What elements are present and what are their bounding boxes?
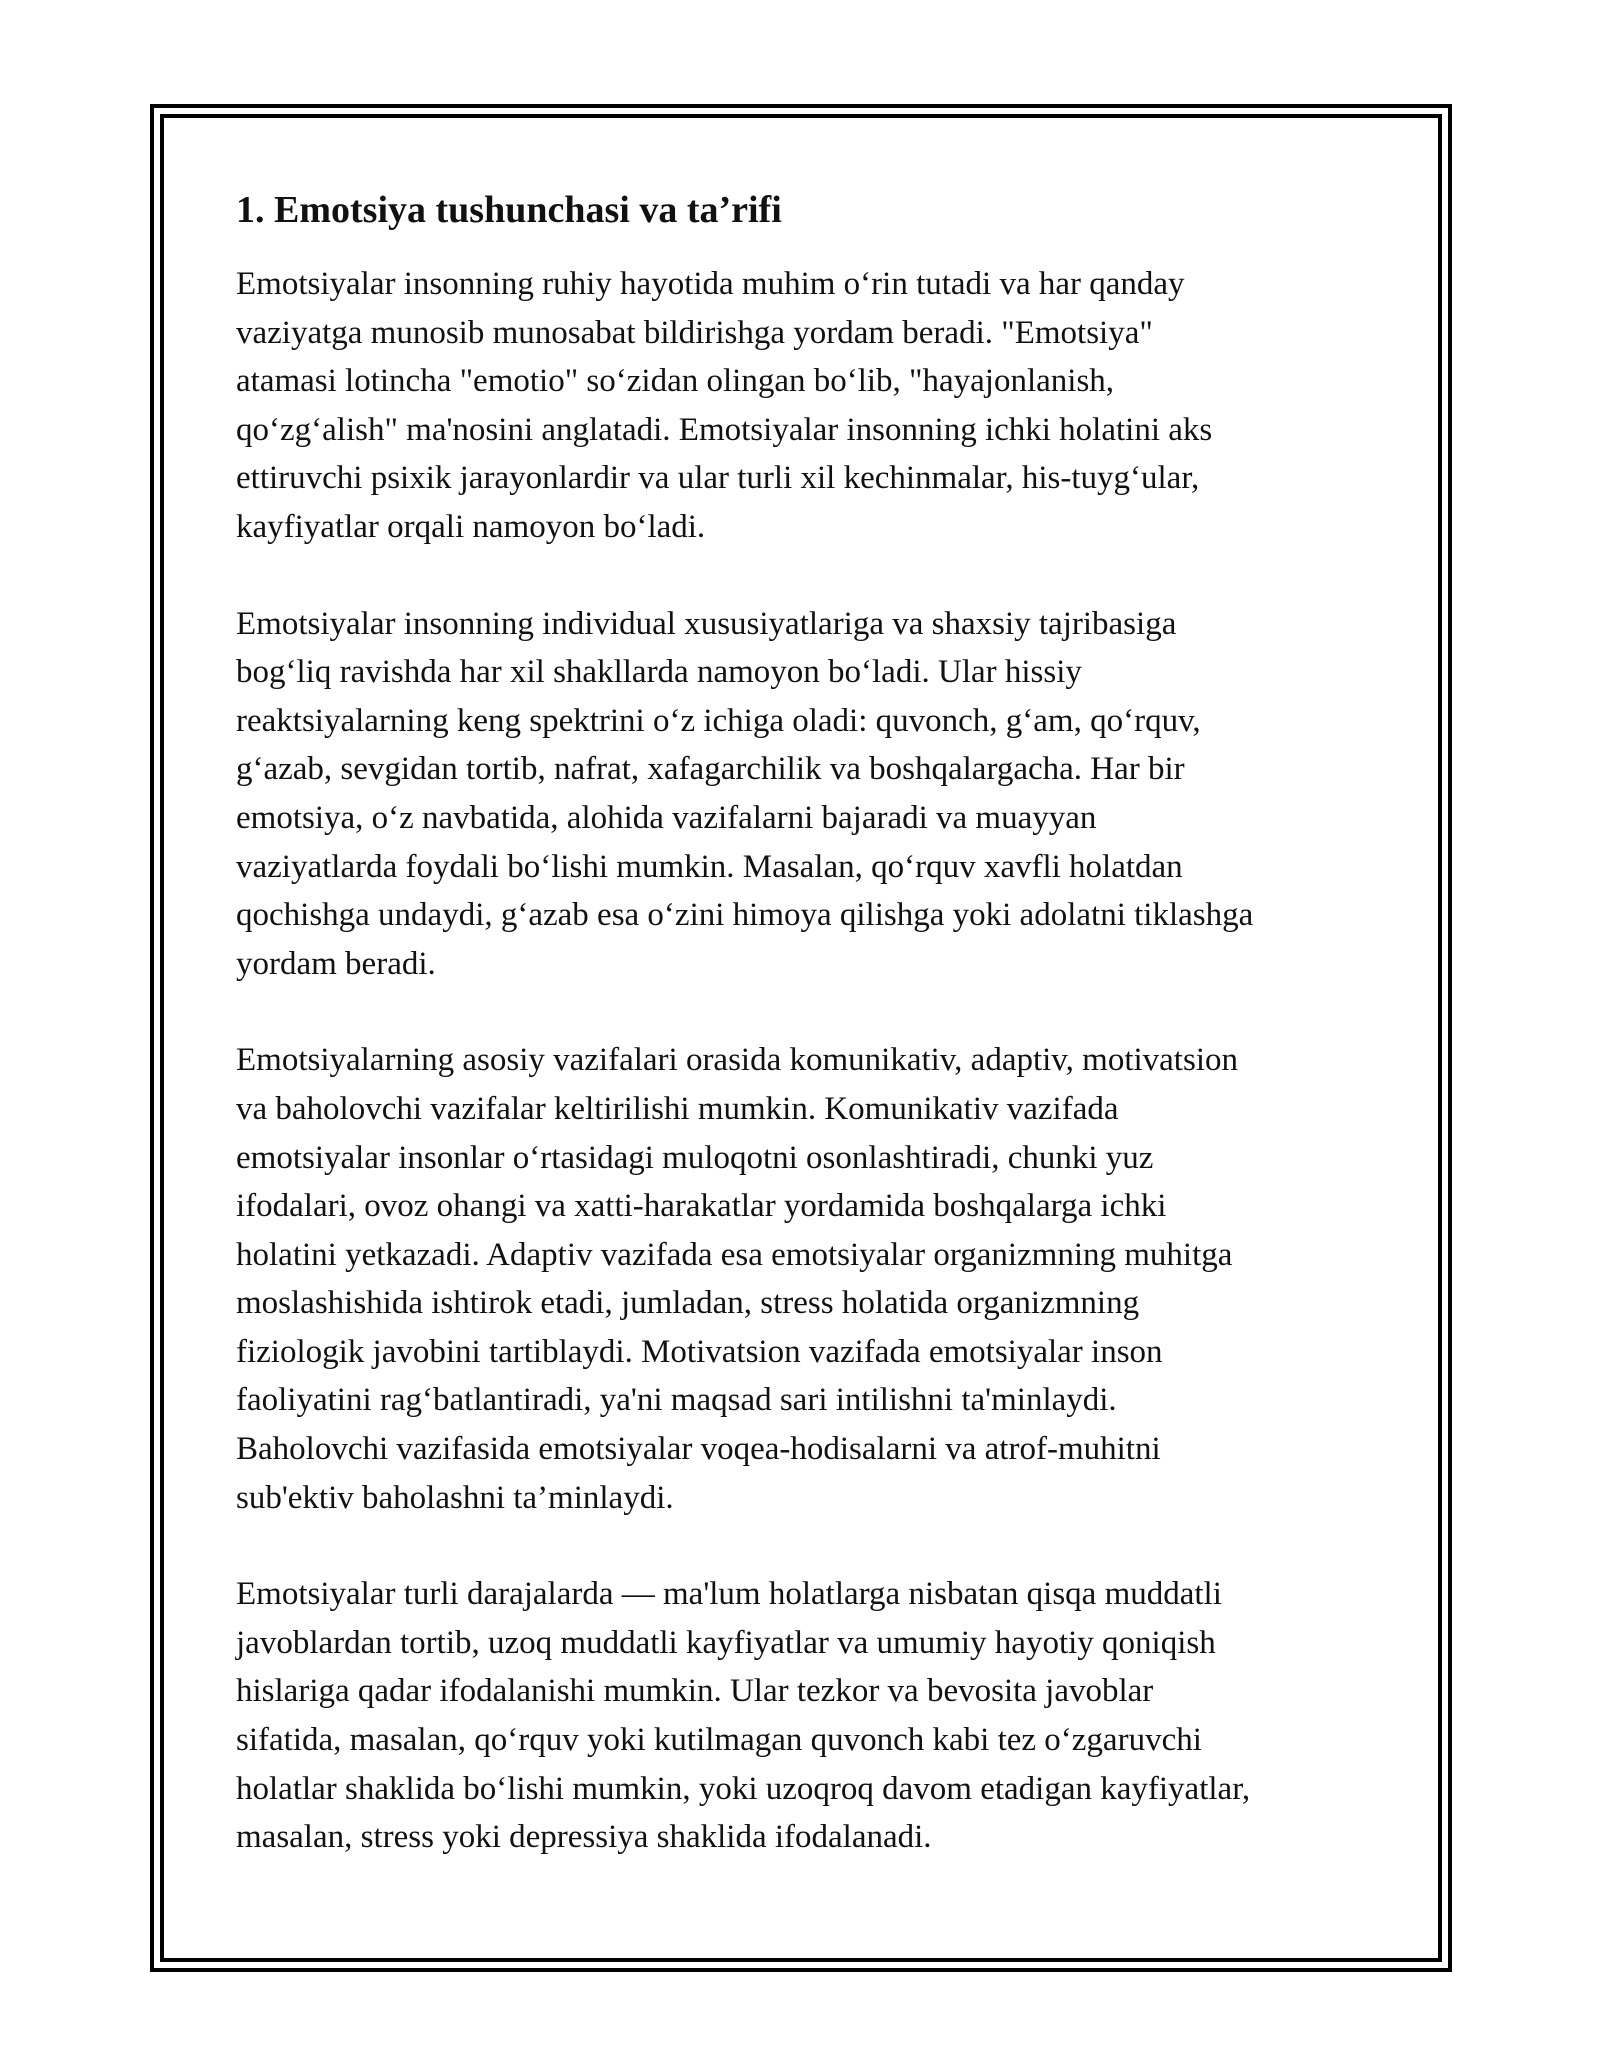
document-body (236, 186, 1386, 1910)
paragraph-1: Emotsiyalar insonning ruhiy hayotida muhim o‘rin tutadi va har qanday vaziyatga munosib munosabat bildirishga yordam beradi. "Emotsiya" atamasi lotincha "emotio" so‘zidan olingan bo‘lib, "hayajonlanish, qo‘zg‘alish" ma'nosini anglatadi. Emotsiyalar insonning ichki holatini aks ettiruvchi psixik jarayonlardir va ular turli xil kechinmalar, his-tuyg‘ular, kayfiyatlar orqali namoyon bo‘ladi. (236, 266, 1213, 545)
paragraph-2: Emotsiyalar insonning individual xususiyatlariga va shaxsiy tajribasiga bog‘liq ravishda har xil shakllarda namoyon bo‘ladi. Ular hissiy reaktsiyalarning keng spektrini o‘z ichiga oladi: quvonch, g‘am, qo‘rquv, g‘azab, sevgidan tortib, nafrat, xafagarchilik va boshqalargacha. Har bir emotsiya, o‘z navbatida, alohida vazifalarni bajaradi va muayyan vaziyatlarda foydali bo‘lishi mumkin. Masalan, qo‘rquv xavfli holatdan qochishga undaydi, g‘azab esa o‘zini himoya qilishga yoki adolatni tiklashga yordam beradi. (236, 605, 1254, 982)
paragraph-4: Emotsiyalar turli darajalarda — ma'lum holatlarga nisbatan qisqa muddatli javoblardan tortib, uzoq muddatli kayfiyatlar va umumiy hayotiy qoniqish hislariga qadar ifodalanishi mumkin. Ular tezkor va bevosita javoblar sifatida, masalan, qo‘rquv yoki kutilmagan quvonch kabi tez o‘zgaruvchi holatlar shaklida bo‘lishi mumkin, yoki uzoqroq davom etadigan kayfiyatlar, masalan, stress yoki depressiya shaklida ifodalanadi. (236, 1576, 1251, 1856)
section-heading: 1. Emotsiya tushunchasi va ta’rifi (236, 189, 782, 231)
paragraph-3: Emotsiyalarning asosiy vazifalari orasida komunikativ, adaptiv, motivatsion va baholovchi vazifalar keltirilishi mumkin. Komunikativ vazifada emotsiyalar insonlar o‘rtasidagi muloqotni osonlashtiradi, chunki yuz ifodalari, ovoz ohangi va xatti-harakatlar yordamida boshqalarga ichki holatini yetkazadi. Adaptiv vazifada esa emotsiyalar organizmning muhitga moslashishida ishtirok etadi, jumladan, stress holatida organizmning fiziologik javobini tartiblaydi. Motivatsion vazifada emotsiyalar inson faoliyatini rag‘batlantiradi, ya'ni maqsad sari intilishni ta'minlaydi. Baholovchi vazifasida emotsiyalar voqea-hodisalarni va atrof-muhitni sub'ektiv baholashni ta’minlaydi. (236, 1042, 1238, 1516)
